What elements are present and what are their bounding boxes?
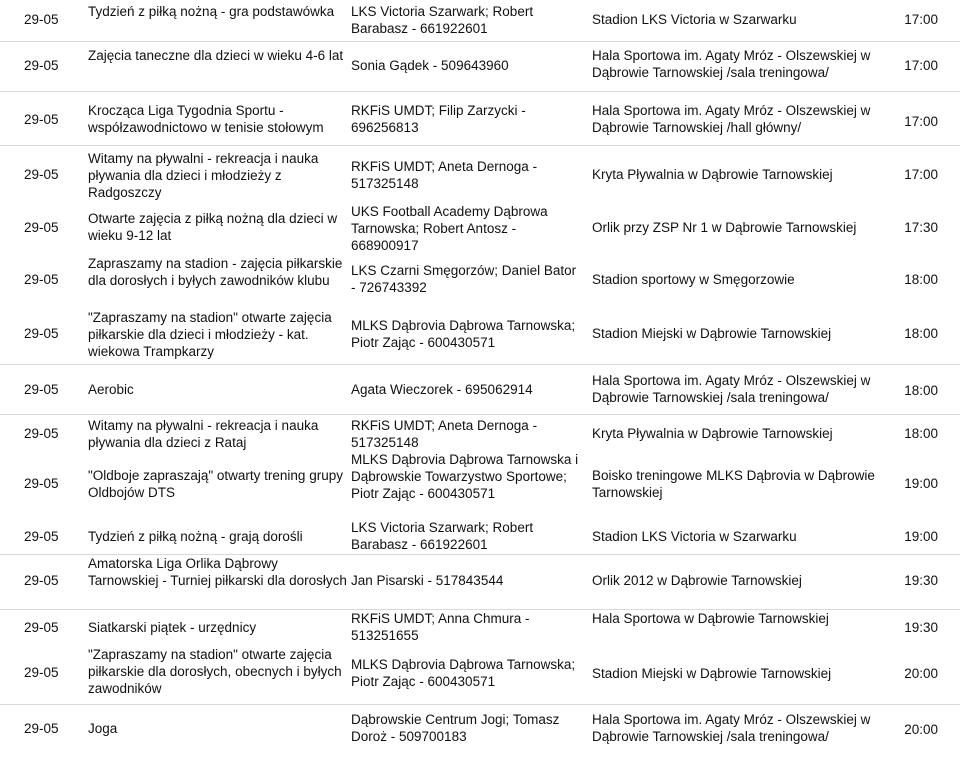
row-place: Stadion LKS Victoria w Szarwarku (592, 12, 797, 27)
row-place: Hala Sportowa im. Agaty Mróz - Olszewskiej w Dąbrowie Tarnowskiej /sala treningowa/ (592, 373, 871, 405)
row-event: Joga (88, 721, 118, 736)
row-date: 29-05 (24, 167, 59, 182)
table-row (0, 101, 960, 141)
table-row (0, 309, 960, 361)
row-divider (0, 364, 960, 365)
row-time: 18:00 (904, 272, 938, 287)
row-organizer: Agata Wieczorek - 695062914 (351, 382, 533, 397)
row-date: 29-05 (24, 529, 59, 544)
table-row (0, 203, 960, 253)
row-place: Hala Sportowa w Dąbrowie Tarnowskiej (592, 611, 829, 626)
row-organizer: LKS Czarni Smęgorzów; Daniel Bator - 726743392 (351, 263, 577, 295)
row-time: 18:00 (904, 383, 938, 398)
table-row (0, 451, 960, 519)
row-event: Tydzień z piłką nożną - grają dorośli (88, 529, 303, 544)
row-place: Hala Sportowa im. Agaty Mróz - Olszewskiej w Dąbrowie Tarnowskiej /sala treningowa/ (592, 48, 871, 80)
table-row (0, 255, 960, 307)
table-row (0, 711, 960, 751)
row-time: 17:30 (904, 220, 938, 235)
row-date: 29-05 (24, 58, 59, 73)
row-date: 29-05 (24, 620, 59, 635)
row-organizer: Dąbrowskie Centrum Jogi; Tomasz Doroż - 509700183 (351, 712, 560, 744)
row-organizer: MLKS Dąbrovia Dąbrowa Tarnowska i Dąbrowskie Towarzystwo Sportowe; Piotr Zając - 600430571 (351, 452, 579, 501)
row-event: "Zapraszamy na stadion" otwarte zajęcia piłkarskie dla dzieci i młodzieży - kat. wiekowa Trampkarzy (88, 310, 332, 359)
row-divider (0, 414, 960, 415)
row-event: Aerobic (88, 382, 134, 397)
table-row (0, 519, 960, 553)
row-organizer: RKFiS UMDT; Anna Chmura - 513251655 (351, 611, 530, 643)
row-place: Kryta Pływalnia w Dąbrowie Tarnowskiej (592, 426, 833, 441)
row-date: 29-05 (24, 272, 59, 287)
row-organizer: MLKS Dąbrovia Dąbrowa Tarnowska; Piotr Zając - 600430571 (351, 318, 576, 350)
row-time: 17:00 (904, 167, 938, 182)
row-time: 19:30 (904, 573, 938, 588)
row-place: Stadion Miejski w Dąbrowie Tarnowskiej (592, 326, 832, 341)
row-place: Hala Sportowa im. Agaty Mróz - Olszewskiej w Dąbrowie Tarnowskiej /sala treningowa/ (592, 712, 871, 744)
row-date: 29-05 (24, 326, 59, 341)
row-date: 29-05 (24, 721, 59, 736)
row-place: Hala Sportowa im. Agaty Mróz - Olszewskiej w Dąbrowie Tarnowskiej /hall główny/ (592, 103, 871, 135)
table-row (0, 646, 960, 700)
row-organizer: LKS Victoria Szarwark; Robert Barabasz - 661922601 (351, 520, 534, 552)
row-place: Boisko treningowe MLKS Dąbrovia w Dąbrowie Tarnowskiej (592, 468, 875, 500)
row-event: Witamy na pływalni - rekreacja i nauka pływania dla dzieci i młodzieży z Radgoszczy (88, 151, 319, 200)
row-time: 17:00 (904, 58, 938, 73)
row-event: "Oldboje zapraszają" otwarty trening grupy Oldbojów DTS (88, 468, 343, 500)
row-event: Zajęcia taneczne dla dzieci w wieku 4-6 lat (88, 48, 344, 63)
row-time: 20:00 (904, 722, 938, 737)
row-time: 17:00 (904, 12, 938, 27)
table-row (0, 417, 960, 453)
row-date: 29-05 (24, 665, 59, 680)
row-divider (0, 91, 960, 92)
row-event: Zapraszamy na stadion - zajęcia piłkarskie dla dorosłych i byłych zawodników klubu (88, 256, 343, 288)
row-time: 19:00 (904, 529, 938, 544)
row-event: Siatkarski piątek - urzędnicy (88, 620, 257, 635)
row-time: 18:00 (904, 326, 938, 341)
row-date: 29-05 (24, 476, 59, 491)
row-place: Orlik 2012 w Dąbrowie Tarnowskiej (592, 573, 802, 588)
row-organizer: RKFiS UMDT; Aneta Dernoga - 517325148 (351, 159, 538, 191)
row-event: Witamy na pływalni - rekreacja i nauka pływania dla dzieci z Rataj (88, 418, 319, 450)
table-row (0, 46, 960, 86)
table-row (0, 610, 960, 646)
row-place: Stadion Miejski w Dąbrowie Tarnowskiej (592, 666, 832, 681)
row-organizer: LKS Victoria Szarwark; Robert Barabasz - 661922601 (351, 4, 534, 36)
row-divider (0, 704, 960, 705)
table-row (0, 2, 960, 38)
row-date: 29-05 (24, 112, 59, 127)
row-organizer: MLKS Dąbrovia Dąbrowa Tarnowska; Piotr Zając - 600430571 (351, 657, 576, 689)
row-date: 29-05 (24, 12, 59, 27)
row-organizer: UKS Football Academy Dąbrowa Tarnowska; Robert Antosz - 668900917 (351, 204, 548, 253)
row-event: Krocząca Liga Tygodnia Sportu - współzawodnictowo w tenisie stołowym (88, 103, 324, 135)
row-divider (0, 41, 960, 42)
row-event: Otwarte zajęcia z piłką nożną dla dzieci w wieku 9-12 lat (88, 211, 338, 243)
table-row (0, 150, 960, 202)
row-organizer: RKFiS UMDT; Filip Zarzycki - 696256813 (351, 103, 526, 135)
row-organizer: RKFiS UMDT; Aneta Dernoga - 517325148 (351, 418, 538, 450)
row-place: Kryta Pływalnia w Dąbrowie Tarnowskiej (592, 167, 833, 182)
row-time: 17:00 (904, 114, 938, 129)
row-event: "Zapraszamy na stadion" otwarte zajęcia piłkarskie dla dorosłych, obecnych i byłych zawodników (88, 647, 342, 696)
row-time: 19:30 (904, 620, 938, 635)
row-date: 29-05 (24, 573, 59, 588)
row-place: Stadion sportowy w Smęgorzowie (592, 272, 795, 287)
row-organizer: Jan Pisarski - 517843544 (351, 573, 504, 588)
row-event: Amatorska Liga Orlika Dąbrowy Tarnowskiej - Turniej piłkarski dla dorosłych (88, 556, 347, 588)
table-row (0, 555, 960, 607)
row-date: 29-05 (24, 220, 59, 235)
row-date: 29-05 (24, 382, 59, 397)
row-event: Tydzień z piłką nożną - gra podstawówka (88, 4, 335, 19)
table-row (0, 371, 960, 411)
row-place: Orlik przy ZSP Nr 1 w Dąbrowie Tarnowskiej (592, 220, 857, 235)
row-time: 19:00 (904, 476, 938, 491)
row-divider (0, 145, 960, 146)
row-organizer: Sonia Gądek - 509643960 (351, 58, 509, 73)
row-time: 20:00 (904, 666, 938, 681)
row-time: 18:00 (904, 426, 938, 441)
row-place: Stadion LKS Victoria w Szarwarku (592, 529, 797, 544)
row-date: 29-05 (24, 426, 59, 441)
